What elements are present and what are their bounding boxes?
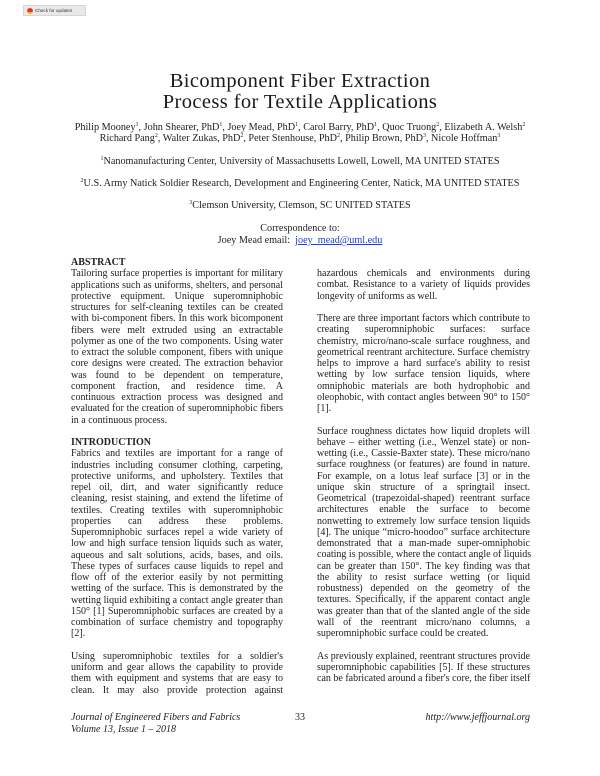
text-line: wetting of the surface. This is demonstrated by the — [71, 583, 283, 595]
author-affiliation-number: 2 — [522, 122, 526, 128]
text-line: was found to be dependent on temperature, — [71, 369, 283, 381]
journal-volume: Volume 13, Issue 1 – 2018 — [71, 723, 176, 735]
text-line: protective equipment. Unique superomniphobic — [71, 290, 283, 302]
text-line: with bi-component fibers. In this work bicomponent — [71, 313, 283, 325]
text-line: unique skin structure of a springtail insect. — [317, 481, 530, 493]
text-line: creating superomniphobic surfaces: surface — [317, 324, 530, 336]
left-column — [71, 257, 283, 696]
text-line: wetting liquid exhibiting a contact angle greater than — [71, 594, 283, 606]
text-line: helps to improve a hard surface's ability to resist — [317, 358, 530, 369]
text-line: continuous extraction process was designed and — [71, 392, 283, 403]
text-line: longevity of uniforms as well. — [317, 290, 438, 302]
journal-url[interactable]: http://www.jeffjournal.org — [425, 712, 530, 723]
text-line: flow off of the exterior easily by not permitting — [71, 572, 283, 583]
text-line: surface roughness (or features) are found in nature. — [317, 459, 530, 471]
text-line: properties can address these problems. — [71, 515, 283, 527]
text-line: Using superomniphobic textiles for a soldier's — [71, 650, 283, 662]
text-line: oleophobic, with contact angles between 90° to 150° — [317, 391, 530, 403]
text-line: [4]. The unique “micro-hoodoo” surface architecture — [317, 526, 530, 538]
text-line: repel oil, dirt, and water significantly reduce — [71, 482, 283, 493]
email-link[interactable]: joey_mead@uml.edu — [295, 235, 383, 246]
author-affiliation-number: 1 — [219, 122, 223, 128]
check-for-updates-label: Check for updates — [35, 8, 73, 13]
paragraph-gap — [317, 639, 530, 650]
text-line: protective uniforms, and upholstery. Textiles that — [71, 470, 283, 482]
correspondence-email-line — [0, 235, 600, 246]
author-name: John Shearer, PhD — [143, 122, 220, 133]
right-column — [317, 268, 530, 684]
affiliation-2 — [0, 178, 600, 189]
author-affiliation-number: 2 — [337, 133, 340, 139]
text-line: Superomniphobic surfaces repel a wide variety of — [71, 527, 283, 538]
affiliation-number: 3 — [189, 200, 193, 206]
text-line: chemistry, micro/nano-scale surface roughness, and — [317, 335, 530, 347]
text-line: uniform and gear allows the capability to provide — [71, 662, 283, 673]
paragraph — [317, 268, 530, 302]
author-affiliation-number: 1 — [374, 122, 378, 128]
journal-name: Journal of Engineered Fibers and Fabrics — [71, 712, 241, 723]
author-name: Carol Barry, PhD — [303, 122, 375, 133]
author-name: Walter Zukas, PhD — [162, 133, 241, 144]
text-line: applications such as uniforms, shelters, and personal — [71, 279, 283, 291]
text-line: wetting (i.e., Cassie-Baxter state). These micro/nano — [317, 448, 530, 459]
text-line: For example, on a lotus leaf surface [3] or in the — [317, 470, 530, 482]
text-line: wall of the reentrant micro/nano columns, a — [317, 616, 530, 628]
author-name: Elizabeth A. Welsh — [444, 122, 523, 133]
paragraph — [71, 448, 283, 639]
section-heading: INTRODUCTION — [71, 437, 152, 448]
text-line: 150° [1] Superomniphobic surfaces are created by a — [71, 605, 283, 617]
text-line: Fabrics and textiles are important for a range of — [71, 448, 283, 460]
footer-journal — [71, 712, 240, 735]
paper-title-line-1: Bicomponent Fiber Extraction — [169, 70, 431, 92]
author-name: Philip Brown, PhD — [345, 133, 423, 144]
text-line: hazardous chemicals and environments during — [317, 268, 530, 279]
author-name: Peter Stenhouse, PhD — [248, 133, 337, 144]
author-affiliation-number: 1 — [295, 122, 299, 128]
text-line: the ability to resist surface wetting (or liquid — [317, 571, 530, 583]
text-line: superomniphobic surface could be created. — [317, 628, 489, 639]
text-line: evaluated for the creation of superomniphobic fibers — [71, 403, 283, 415]
text-line: Geometrical (trapezoidal-shaped) reentrant surface — [317, 493, 530, 504]
text-line: combat. Resistance to a variety of liquids provides — [317, 279, 530, 291]
text-line: polymer as one of the two components. Using water — [71, 335, 283, 347]
paragraph — [317, 651, 530, 685]
text-line: [1]. — [317, 403, 332, 414]
paper-title-line-2: Process for Textile Applications — [162, 91, 438, 113]
affiliation-number: 2 — [80, 178, 84, 184]
author-name: Philip Mooney — [74, 122, 136, 133]
check-for-updates-button[interactable] — [23, 5, 86, 16]
affiliation-3 — [0, 200, 600, 211]
paragraph-gap — [317, 302, 530, 313]
paragraph-gap — [317, 414, 530, 425]
text-line: These types of surfaces cause liquids to repel and — [71, 560, 283, 572]
text-line: omniphobic materials are both hydrophobic and — [317, 380, 530, 392]
text-line: core designs were created. The extraction behavior — [71, 358, 283, 370]
paragraph-gap — [71, 640, 283, 651]
text-line: behave – either wetting (i.e., Wenzel state) or non- — [317, 436, 530, 448]
text-line: clean. It may also provide protection against — [71, 684, 283, 696]
text-line: was greater than that of the slanted angle of the side — [317, 605, 530, 617]
text-line: can be greater than 150°. The key finding was that — [317, 560, 530, 572]
text-line: demonstrated that a man-made super-omniphobic — [317, 538, 530, 549]
email-label: Joey Mead email: — [217, 235, 291, 246]
text-line: to extract the soluble component, fibers with unique — [71, 347, 283, 358]
paragraph — [317, 426, 530, 640]
author-affiliation-number: 3 — [497, 133, 501, 139]
text-line: structures for self-cleaning textiles can be created — [71, 302, 283, 313]
author-list-line-2: Richard Pang$^2$, Walter Zukas, PhD$^2$, Peter Stenhouse, PhD$^2$, Philip Brown, PhD$^3$, Nicole Hoffman$^3$ — [99, 133, 501, 144]
text-line: textiles. Creating textiles with superomniphobic — [71, 504, 283, 516]
text-line: There are three important factors which contribute to — [317, 313, 530, 324]
text-line: cleaning, resist staining, and extend the lifetime of — [71, 493, 283, 505]
author-affiliation-number: 3 — [422, 133, 426, 139]
affiliation-text: Clemson University, Clemson, SC UNITED STATES — [192, 200, 411, 211]
affiliation-text: Nanomanufacturing Center, University of Massachusetts Lowell, Lowell, MA UNITED STATES — [103, 156, 500, 167]
affiliation-text: U.S. Army Natick Soldier Research, Development and Engineering Center, Natick, MA UNITED STATES — [83, 178, 520, 189]
text-line: geometrical reentrant architecture. Surface chemistry — [317, 346, 530, 358]
author-name: Nicole Hoffman — [431, 133, 498, 144]
text-line: aqueous and salt solutions, acids, bases, and oils. — [71, 549, 283, 561]
correspondence-label: Correspondence to: — [260, 223, 340, 234]
author-affiliation-number: 2 — [436, 122, 440, 128]
text-line: architectures enable the surface to become — [317, 504, 530, 516]
text-line: them with equipment and systems that are easy to — [71, 673, 283, 685]
section-heading: ABSTRACT — [71, 257, 126, 268]
text-line: Tailoring surface properties is important for military — [71, 268, 283, 280]
text-line: wetting by low surface tension liquids, where — [317, 369, 530, 381]
paragraph — [71, 268, 283, 426]
text-line: industries including consumer clothing, carpeting, — [71, 459, 283, 471]
affiliation-number: 1 — [100, 156, 104, 162]
text-line: low and high surface tension liquids such as water, — [71, 538, 283, 550]
page-number: 33 — [295, 712, 305, 723]
paragraph-gap — [71, 426, 283, 437]
text-line: superomniphobic capabilities [5]. If these structures — [317, 661, 530, 673]
author-affiliation-number: 2 — [154, 133, 158, 139]
affiliation-1 — [0, 156, 600, 167]
text-line: textures. Specifically, if the apparent contact angle — [317, 594, 530, 606]
text-line: fibers were melt extruded using an extractable — [71, 324, 283, 336]
text-line: robustness) depended on the geometry of the — [317, 583, 530, 594]
text-line: in a continuous process. — [71, 414, 168, 426]
text-line: As previously explained, reentrant structures provide — [317, 650, 530, 662]
text-line: combination of surface chemistry and topography — [71, 617, 283, 628]
text-line: [2]. — [71, 628, 86, 640]
paragraph — [71, 651, 283, 696]
text-line: Surface roughness dictates how liquid droplets will — [317, 425, 530, 437]
author-list-line-1: Philip Mooney$^1$, John Shearer, PhD$^1$, Joey Mead, PhD$^1$, Carol Barry, PhD$^1$, Quoc Truong$^2$, Elizabeth A. Welsh$^2$ — [74, 122, 526, 133]
text-line: component fraction, and residence time. A — [71, 380, 283, 392]
text-line: coating is possible, where the contact angle of liquids — [317, 549, 532, 561]
text-line: can be fabricated around a fiber's core, the fiber itself — [317, 673, 531, 684]
author-affiliation-number: 1 — [135, 122, 139, 128]
author-affiliation-number: 2 — [240, 133, 244, 139]
author-name: Joey Mead, PhD — [227, 122, 296, 133]
check-for-updates-icon — [27, 8, 33, 14]
text-line: nonwetting to extremely low surface tension liquids — [317, 515, 530, 527]
paragraph — [317, 313, 530, 414]
author-name: Richard Pang — [99, 133, 155, 144]
author-name: Quoc Truong — [382, 122, 437, 133]
